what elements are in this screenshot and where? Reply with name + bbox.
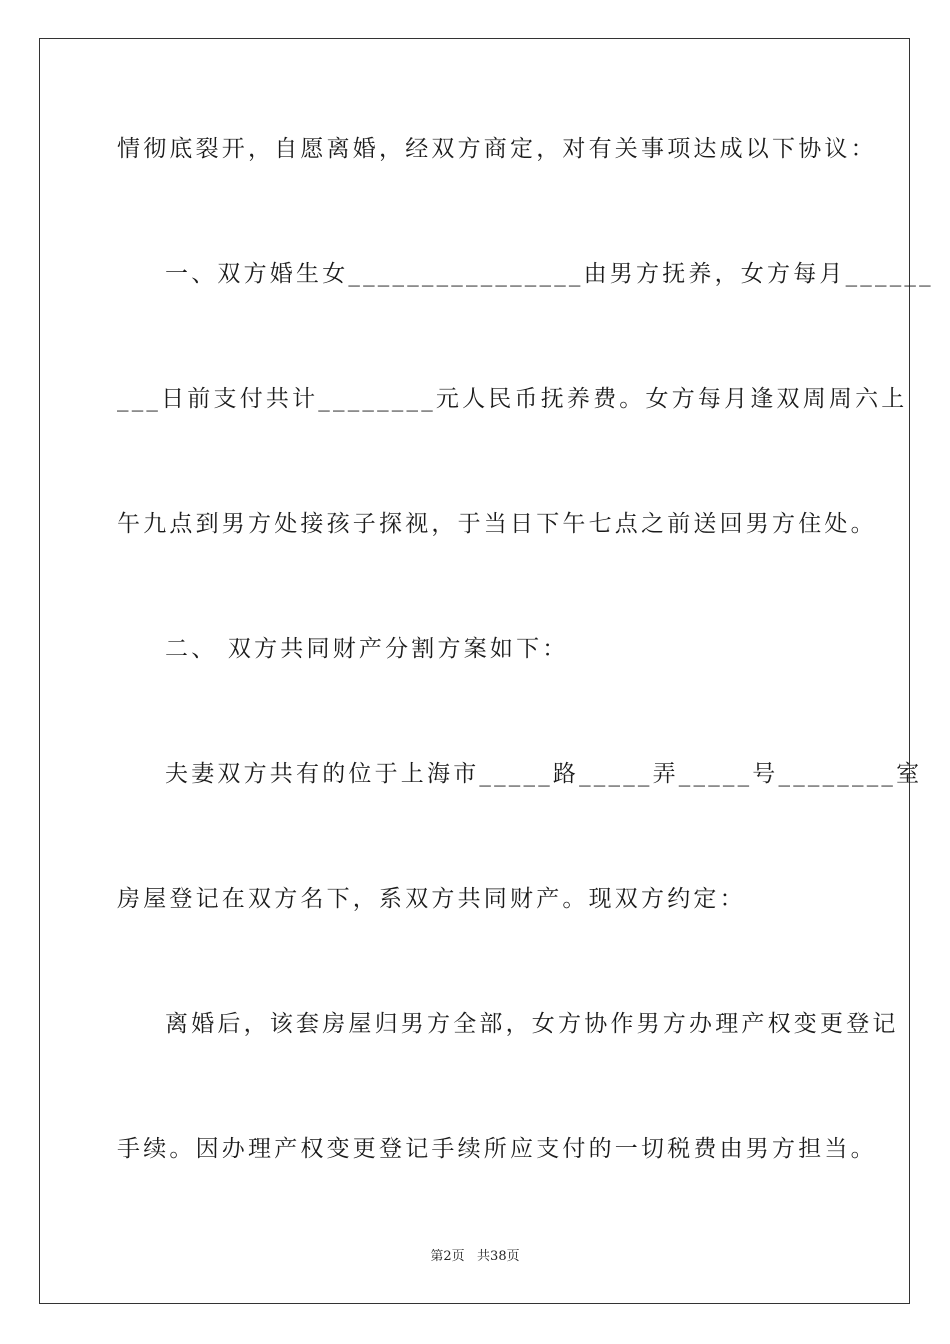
property-line-1: 夫妻双方共有的位于上海市_____路_____弄_____号________室 [165,761,923,787]
agreement-line-1: 离婚后，该套房屋归男方全部，女方协作男方办理产权变更登记 [165,1011,899,1037]
property-line-2: 房屋登记在双方名下，系双方共同财产。现双方约定： [117,886,746,912]
agreement-line-2: 手续。因办理产权变更登记手续所应支付的一切税费由男方担当。 [117,1136,877,1162]
paragraph-line-1: 情彻底裂开，自愿离婚，经双方商定，对有关事项达成以下协议： [117,136,877,162]
page-border [39,38,910,1304]
clause-2-heading: 二、 双方共同财产分割方案如下： [165,636,569,662]
page-number-footer: 第2页 共38页 [430,1249,520,1264]
clause-1-line-3: 午九点到男方处接孩子探视，于当日下午七点之前送回男方住处。 [117,511,877,537]
clause-1-line-2: ___日前支付共计________元人民币抚养费。女方每月逢双周周六上 [117,386,908,412]
clause-1-line-1: 一、双方婚生女________________由男方抚养，女方每月______ [165,261,934,287]
